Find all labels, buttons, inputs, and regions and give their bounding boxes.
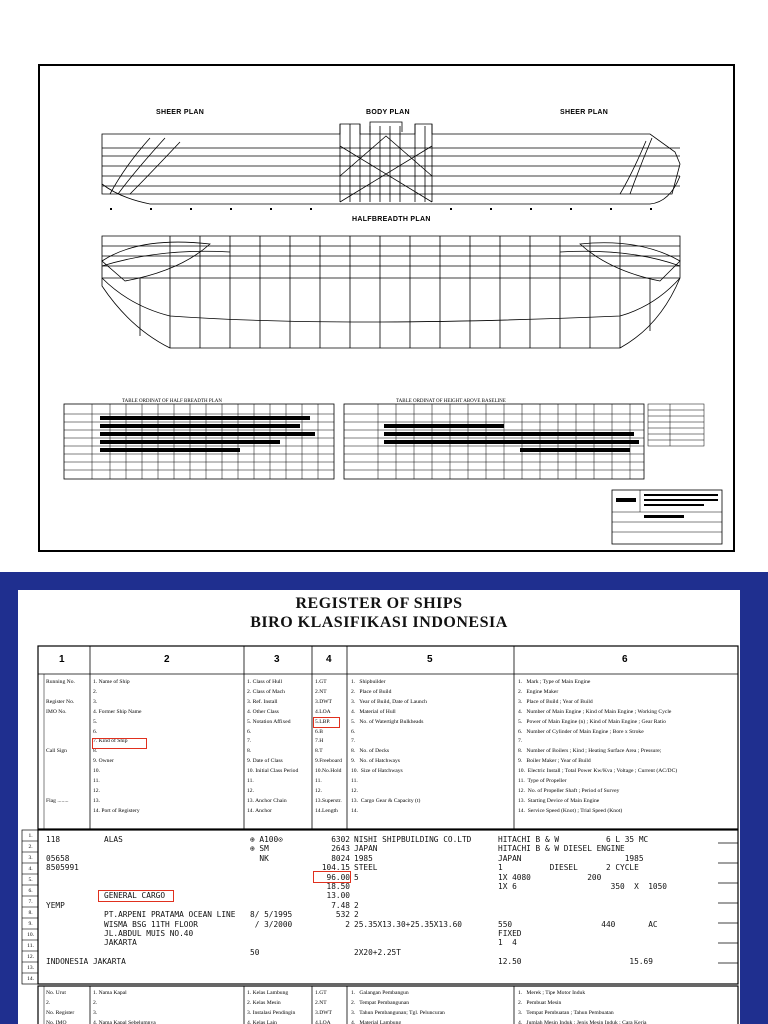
halfbreadth-table [64,404,334,479]
col3-field-labels: 1. Class of Hull 2. Class of Mach 3. Ref. Install 4. Other Class 5. Notation Affixed 6. 7. 8. 9. Date of Class 10. Initial Class Period 11. 12. 13. Anchor Chain 14. Anchor [247,679,299,814]
entry-col6-machinery: HITACHI B & W 6 L 35 MC HITACHI B & W DIESEL ENGINE JAPAN 1985 1 DIESEL 2 CYCLE 1X 4080 200 1X 6 350 X 1050 550 440 AC FIXED 1 4 12.50 15.69 [498,835,667,967]
highlight-kind-of-ship-label [92,738,147,749]
body-plan-label: BODY PLAN [366,109,410,116]
next-col5-labels: 1. Galangan Pembangun 2. Tempat Pembangunan 3. Tahun Pembangunan; Tgl. Peluncuran 4. Material Lambung [351,990,445,1024]
column-number-2: 2 [164,654,170,665]
height-table [344,404,644,479]
highlight-lbp-label [313,717,340,728]
highlight-general-cargo [98,890,174,902]
next-col6-labels: 1. Merek ; Tipe Motor Induk 2. Pembuat Mesin 3. Tempat Pembuatan ; Tahun Pembuatan 4. Jumlah Mesin Induk ; Jenis Mesin Induk ; Cara Kerja [518,990,647,1024]
halfbreadth-plan-profile [102,236,680,348]
table-halfbreadth-title: TABLE ORDINAT OF HALF BREADTH PLAN [122,399,222,404]
sheer-plan-label-right: SHEER PLAN [560,109,609,116]
entry-col4-dimensions: 6302 2643 8024 104.15 96.00 18.50 13.00 7.48 532 2 [321,835,350,929]
column-number-6: 6 [622,654,628,665]
entry-col1-identity: 118 05658 8505991 YEMP INDONESIA JAKARTA [46,835,126,967]
col4-field-labels: 1.GT 2.NT 3.DWT 4.LOA 5.LBP. 6.B 7.H 8.T 9.Freeboard 10.No.Hold 11. 12. 13.Superstr. 14.Length [315,679,342,814]
register-subtitle: BIRO KLASIFIKASI INDONESIA [250,614,508,631]
halfbreadth-plan-label: HALFBREADTH PLAN [352,216,431,223]
column-number-3: 3 [274,654,280,665]
col2-field-labels: 1. Name of Ship 2. 3. 4. Former Ship Name 5. 6. 7. Kind of Ship 8. 9. Owner 10. 11. 12. 13. 14. Port of Registery [93,679,142,814]
lines-plan-svg [40,66,733,550]
title-block [612,490,722,544]
register-title: REGISTER OF SHIPS [295,595,463,612]
lines-plan-drawing [38,64,735,552]
entry-col2-ship-owner: ALAS GENERAL CARGO PT.ARPENI PRATAMA OCEAN LINE WISMA BSG 11TH FLOOR JL.ABDUL MUIS NO.40 JAKARTA [104,835,236,948]
col1-field-labels: Running No. Register No. IMO No. Call Sign Flag ........ [46,679,75,804]
col6-field-labels: 1. Mark ; Type of Main Engine 2. Engine Maker 3. Place of Build ; Year of Build 4. Number of Main Engine ; Kind of Main Engine ; Working Cycle 5. Power of Main Engine (n) ; Kind of Main Engine ; Gear Ratio 6. Number of Cylinder of Main Engine ; Bore x Stroke 7. 8. Number of Boilers ; Kind ; Heating Surface Area ; Pressure; 9. Boiler Maker ; Year of Build 10. Electric Install ; Total Power Kw/Kva ; Voltage ; Current (AC/DC) 11. Type of Propeller 12. No. of Propeller Shaft ; Period of Survey 13. Starting Device of Main Engine 14. Service Speed (Knot) ; Trial Speed (Knot) [518,679,678,814]
table-height-title: TABLE ORDINAT OF HEIGHT ABOVE BASELINE [396,399,506,404]
register-of-ships-page: REGISTER OF SHIPS BIRO KLASIFIKASI INDONESIA 1 2 3 4 5 6 Running No. Register No. IMO No. Call Sign Flag ........ 1. Name of Ship 2. 3. 4. Former Ship Name 5. 6. 7. Kind of Ship 8. 9. Owner 10. 11. 12. 13. 14. Port of Registery 1. Class of Hull 2. Class of Mach 3. Ref. Install 4. Other Class 5. Notation Affixed 6. 7. 8. 9. Date of Class 10. Initial Class Period 11. 12. 13. Anchor Chain 14. Anchor 1.GT 2.NT 3.DWT 4.LOA 5.LBP. 6.B 7.H 8.T 9.Freeboard 10.No.Hold 11. 12. 13.Superstr. 14.Length 1. Shipbuilder 2. Place of Build 3. Year of Build, Date of Launch 4. Material of Hull 5. No. of Watertight Bulkheads 6. 7. 8. No. of Decks 9. No. of Hatchways 10. Size of Hatchways 11. 12. 13. Cargo Gear & Capacity (t) 14. 1. Mark ; Type of Main Engine 2. Engine Maker 3. Place of Build ; Year of Build 4. Number of Main Engine ; Kind of Main Engine ; Working Cycle 5. Power of Main Engine (n) ; Kind of Main Engine ; Gear Ratio 6. Number of Cylinder of Main Engine ; Bore x Stroke 7. 8. Number of Boilers ; Kind ; Heating Surface Area ; Pressure; 9. Boiler Maker ; Year of Build 10. Electric Install ; Total Power Kw/Kva ; Voltage ; Current (AC/DC) 11. Type of Propeller 12. No. of Propeller Shaft ; Period of Survey 13. Starting Device of Main Engine 14. Service Speed (Knot) ; Trial Speed (Knot) 1. 2. 3. 4. 5. 6. 7. 8. 9. 10. 11. 12. 13. 14. 118 05658 8505991 YEMP INDONESIA JAKARTA ALAS GENERAL CARGO PT.ARPENI PRATAMA OCEAN LINE WISMA BSG 11TH FLOOR JL.ABDUL MUIS NO.40 JAKARTA ⊕ A100⊙ ⊕ SM NK 8/ 5/1995 / 3/2000 50 6302 2643 8024 104.15 96.00 18.50 13.00 7.48 532 2 NISHI SHIPBUILDING CO.LTD JAPAN 1985 STEEL 5 2 2 25.35X13.30+25.35X13.60 2X20+2.25T HITACHI B & W 6 L 35 MC HITACHI B & W DIESEL ENGINE JAPAN 1985 1 DIESEL 2 CYCLE 1X 4080 200 1X 6 350 X 1050 550 440 AC FIXED 1 4 12.50 15.69 No. Urut 2. No. Register No. IMO 1. Nama Kapal 2. 3. 4. Nama Kapal Sebelumnya 1. Kelas Lambung 2. Kelas Mesin 3. Instalasi Pendingin 4. Kelas Lain 1.GT 2.NT 3.DWT 4.LOA 1. Galangan Pembangun 2. Tempat Pembangunan 3. Tahun Pembangunan; Tgl. Peluncuran 4. Material Lambung 1. Merek ; Tipe Motor Induk 2. Pembuat Mesin 3. Tempat Pembuatan ; Tahun Pembuatan 4. Jumlah Mesin Induk ; Jenis Mesin Induk ; Cara Kerja [18,590,740,1024]
station-marks [110,208,652,210]
next-col4-labels: 1.GT 2.NT 3.DWT 4.LOA [315,990,332,1024]
column-number-5: 5 [427,654,433,665]
next-col1-labels: No. Urut 2. No. Register No. IMO [46,990,75,1024]
entry-col5-builder: NISHI SHIPBUILDING CO.LTD JAPAN 1985 STEEL 5 2 2 25.35X13.30+25.35X13.60 2X20+2.25T [354,835,472,957]
column-number-4: 4 [326,654,332,665]
entry-col3-class: ⊕ A100⊙ ⊕ SM NK 8/ 5/1995 / 3/2000 50 [250,835,293,957]
next-col3-labels: 1. Kelas Lambung 2. Kelas Mesin 3. Instalasi Pendingin 4. Kelas Lain [247,990,296,1024]
next-col2-labels: 1. Nama Kapal 2. 3. 4. Nama Kapal Sebelumnya [93,990,156,1024]
col5-field-labels: 1. Shipbuilder 2. Place of Build 3. Year of Build, Date of Launch 4. Material of Hull 5. No. of Watertight Bulkheads 6. 7. 8. No. of Decks 9. No. of Hatchways 10. Size of Hatchways 11. 12. 13. Cargo Gear & Capacity (t) 14. [351,679,427,814]
key-box [648,404,704,446]
highlight-lbp-value [313,871,351,883]
column-number-1: 1 [59,654,65,665]
sheer-plan-label-left: SHEER PLAN [156,109,205,116]
sheer-plan-profile [102,122,680,204]
